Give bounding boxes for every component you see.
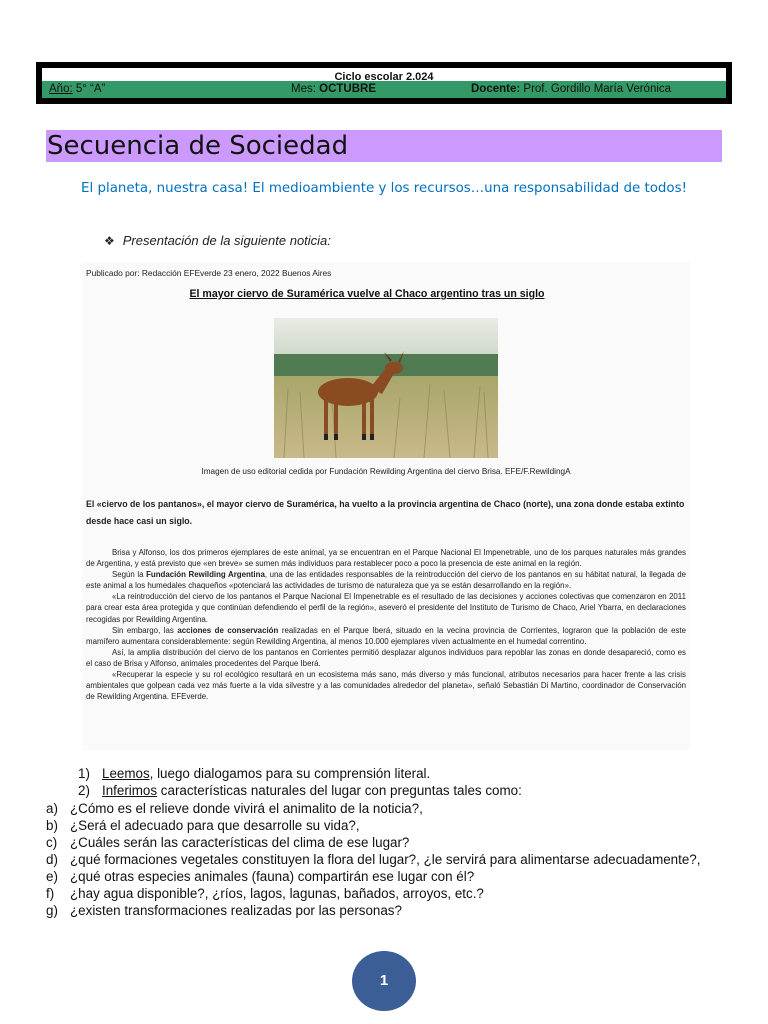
header-inner: [42, 68, 726, 98]
step-number: 2): [78, 782, 90, 798]
question-item: [46, 851, 700, 868]
question-item: [46, 902, 700, 919]
article-paragraph: Sin embargo, las acciones de conservación realizadas en el Parque Iberá, situado en la vecina provincia de Corrientes, lograron que la población de este mamífero aumentara considerablemente: según Rewilding Argentina, al menos 10.000 ejemplares viven actualmente en el humedal correntino.: [86, 625, 686, 646]
year-value: 5° “A”: [72, 83, 106, 95]
year-cell: [49, 81, 105, 98]
question-letter: f): [46, 886, 55, 901]
question-letter: a): [46, 801, 58, 816]
teacher-cell: [471, 81, 671, 98]
question-item: [46, 868, 700, 885]
article-body: [86, 547, 686, 702]
step-item: [78, 783, 522, 800]
step-text: características naturales del lugar con preguntas tales como:: [157, 782, 522, 798]
diamond-bullet-icon: ❖: [104, 234, 115, 248]
question-letter: d): [46, 852, 58, 867]
marsh-deer-illustration: [274, 318, 498, 458]
step-keyword: Inferimos: [102, 782, 158, 798]
school-cycle: Ciclo escolar 2.024: [42, 68, 726, 81]
questions-list: [46, 800, 700, 919]
question-letter: e): [46, 869, 58, 884]
question-letter: b): [46, 818, 58, 833]
steps-list: [78, 766, 522, 799]
page-number-badge: 1: [352, 951, 416, 1011]
article-paragraph: Según la Fundación Rewilding Argentina, una de las entidades responsables de la reintroducción del ciervo de los pantanos en su hábitat natural, la llegada de este animal a los humedales chaqueños «potenciará las actividades de turismo de naturaleza que ya se están desarrollando en la región».: [86, 570, 687, 591]
question-text: ¿hay agua disponible?, ¿ríos, lagos, lagunas, bañados, arroyos, etc.?: [70, 886, 484, 901]
subtitle: El planeta, nuestra casa! El medioambiente y los recursos…una responsabilidad de todos!: [81, 181, 687, 196]
step-number: 1): [78, 766, 90, 781]
article-paragraph: «La reintroducción del ciervo de los pantanos el Parque Nacional El Impenetrable es el resultado de las decisiones y acciones colectivas que comenzaron en 2011 para crear esta área protegida y que continúan defendiendo el perfil de la región», aseveró el presidente del Instituto de Turismo de Chaco, Ariel Ybarra, en declaraciones recogidas por Rewilding Argentina.: [86, 592, 686, 624]
deer-photo: [274, 318, 498, 458]
question-text: ¿qué formaciones vegetales constituyen la flora del lugar?, ¿le servirá para alimentarse adecuadamente?,: [70, 852, 701, 867]
month-label: Mes:: [291, 83, 320, 95]
news-article-image: [82, 262, 690, 750]
question-letter: g): [46, 903, 58, 918]
teacher-value: Prof. Gordillo María Verónica: [520, 83, 672, 95]
question-item: [46, 800, 700, 817]
article-caption: Imagen de uso editorial cedida por Fundación Rewilding Argentina del ciervo Brisa. EFE/F.RewildingA: [201, 467, 571, 476]
article-paragraph: Brisa y Alfonso, los dos primeros ejemplares de este animal, ya se encuentran en el Parque Nacional El Impenetrable, uno de los parques naturales más grandes de Argentina, y está previsto que «en breve» se sumen más individuos para restablecer poco a poco la presencia de este animal en la región.: [86, 548, 686, 569]
step-text: , luego dialogamos para su comprensión literal.: [149, 766, 431, 781]
intro-bullet: [104, 233, 331, 248]
question-item: [46, 817, 700, 834]
question-text: ¿qué otras especies animales (fauna) compartirán ese lugar con él?: [70, 869, 475, 884]
question-text: ¿Cómo es el relieve donde vivirá el animalito de la noticia?,: [70, 801, 423, 816]
question-text: ¿existen transformaciones realizadas por las personas?: [70, 903, 402, 918]
article-lead: El «ciervo de los pantanos», el mayor ciervo de Suramérica, ha vuelto a la provincia argentina de Chaco (norte), una zona donde estaba extinto desde hace casi un siglo.: [86, 499, 685, 526]
header-table: [36, 62, 732, 104]
step-keyword: Leemos: [102, 766, 150, 781]
step-item: [78, 766, 522, 783]
article-paragraph: «Recuperar la especie y su rol ecológico resultará en un ecosistema más sano, más diverso y más funcional, atributos necesarios para hacer frente a las crisis ambientales que golpean cada vez más fuerte a la vida silvestre y a las comunidades alrededor del planeta», señaló Sebastián Di Martino, coordinador de Conservación de Rewilding Argentina. EFEverde.: [86, 670, 686, 702]
question-text: ¿Cuáles serán las características del clima de ese lugar?: [70, 835, 410, 850]
question-item: [46, 885, 700, 902]
teacher-label: Docente:: [471, 83, 521, 95]
month-cell: [291, 81, 376, 98]
header-info-row: [42, 81, 726, 98]
title-bar: [46, 130, 722, 162]
year-label: Año:: [49, 83, 73, 95]
article-headline: El mayor ciervo de Suramérica vuelve al Chaco argentino tras un siglo: [189, 288, 545, 300]
month-value: OCTUBRE: [319, 83, 376, 95]
intro-bullet-text: Presentación de la siguiente noticia:: [122, 233, 331, 248]
question-item: [46, 834, 700, 851]
page-title: Secuencia de Sociedad: [47, 131, 349, 161]
article-paragraph: Así, la amplia distribución del ciervo de los pantanos en Corrientes permitió desplazar algunos individuos para repoblar las zonas en donde desapareció, como es el caso de Brisa y Alfonso, animales procedentes del Parque Iberá.: [86, 647, 686, 668]
article-published: Publicado por: Redacción EFEverde 23 enero, 2022 Buenos Aires: [86, 268, 332, 278]
question-text: ¿Será el adecuado para que desarrolle su vida?,: [70, 818, 360, 833]
question-letter: c): [46, 835, 58, 850]
